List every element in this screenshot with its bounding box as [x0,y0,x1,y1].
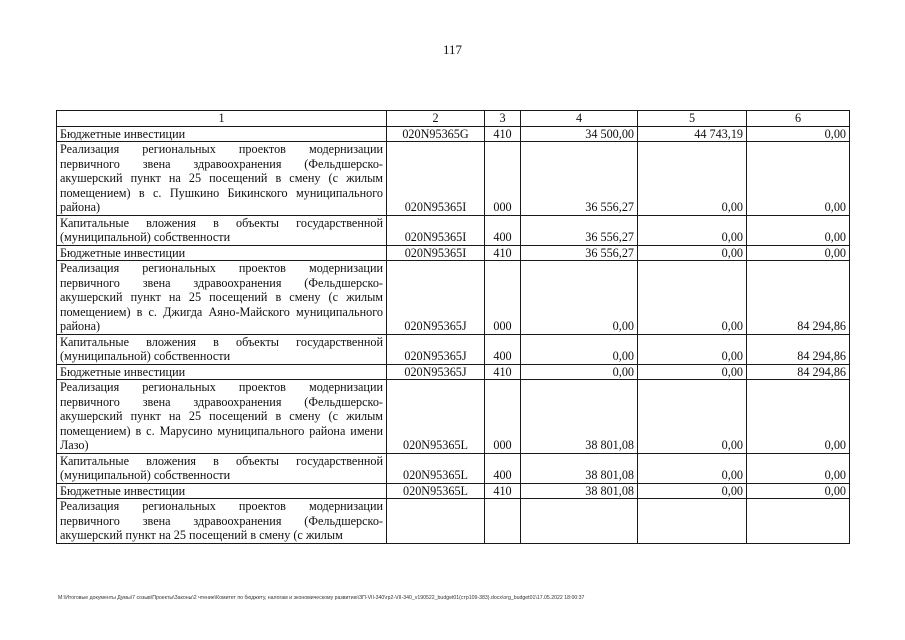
expense-type-cell: 400 [485,453,521,483]
column-header: 1 [57,111,387,127]
amount-cell-col6: 0,00 [747,245,850,261]
row-name-cell: Бюджетные инвестиции [57,364,387,380]
row-name-cell: Бюджетные инвестиции [57,245,387,261]
row-name-cell: Реализация региональных проектов модернизации первичного звена здравоохранения (Фельдшерско-акушерский пункт на 25 посещений в смену (с жилым [57,499,387,544]
table-row [57,245,850,261]
expense-type-cell: 410 [485,364,521,380]
expense-type-cell: 410 [485,483,521,499]
amount-cell-col4: 36 556,27 [521,142,638,216]
table-row [57,483,850,499]
amount-cell-col5 [638,499,747,544]
table-row [57,261,850,335]
amount-cell-col6: 0,00 [747,126,850,142]
amount-cell-col4: 34 500,00 [521,126,638,142]
amount-cell-col5: 0,00 [638,364,747,380]
amount-cell-col5: 0,00 [638,453,747,483]
amount-cell-col6: 84 294,86 [747,334,850,364]
csr-code-cell: 020N95365J [387,261,485,335]
table-row [57,364,850,380]
row-name-cell: Реализация региональных проектов модернизации первичного звена здравоохранения (Фельдшерско-акушерский пункт на 25 посещений в смену (с жилым помещением) в с. Пушкино Бикинского муниципального района) [57,142,387,216]
csr-code-cell: 020N95365L [387,453,485,483]
column-header: 6 [747,111,850,127]
amount-cell-col6: 0,00 [747,215,850,245]
expense-type-cell: 400 [485,215,521,245]
row-name-cell: Реализация региональных проектов модернизации первичного звена здравоохранения (Фельдшерско-акушерский пункт на 25 посещений в смену (с жилым помещением) в с. Джигда Аяно-Майского муниципального района) [57,261,387,335]
expense-type-cell: 000 [485,261,521,335]
table-row [57,126,850,142]
amount-cell-col5: 44 743,19 [638,126,747,142]
column-header: 4 [521,111,638,127]
amount-cell-col4: 38 801,08 [521,380,638,454]
expense-type-cell: 410 [485,126,521,142]
expense-type-cell: 000 [485,380,521,454]
amount-cell-col6: 84 294,86 [747,261,850,335]
amount-cell-col6: 0,00 [747,453,850,483]
amount-cell-col5: 0,00 [638,380,747,454]
expense-type-cell: 410 [485,245,521,261]
row-name-cell: Капитальные вложения в объекты государственной (муниципальной) собственности [57,215,387,245]
column-header: 2 [387,111,485,127]
row-name-cell: Реализация региональных проектов модернизации первичного звена здравоохранения (Фельдшерско-акушерский пункт на 25 посещений в смену (с жилым помещением) в с. Марусино муниципального района имени Лазо) [57,380,387,454]
amount-cell-col4: 0,00 [521,364,638,380]
amount-cell-col4: 38 801,08 [521,483,638,499]
csr-code-cell [387,499,485,544]
csr-code-cell: 020N95365J [387,364,485,380]
amount-cell-col4: 0,00 [521,334,638,364]
csr-code-cell: 020N95365I [387,142,485,216]
table-row [57,142,850,216]
amount-cell-col4 [521,499,638,544]
amount-cell-col4: 36 556,27 [521,245,638,261]
csr-code-cell: 020N95365L [387,483,485,499]
amount-cell-col5: 0,00 [638,245,747,261]
column-header: 3 [485,111,521,127]
csr-code-cell: 020N95365G [387,126,485,142]
table-row [57,215,850,245]
csr-code-cell: 020N95365J [387,334,485,364]
row-name-cell: Бюджетные инвестиции [57,483,387,499]
budget-table [56,110,850,544]
amount-cell-col5: 0,00 [638,483,747,499]
amount-cell-col4: 36 556,27 [521,215,638,245]
amount-cell-col5: 0,00 [638,142,747,216]
amount-cell-col6: 0,00 [747,380,850,454]
column-number-row [57,111,850,127]
amount-cell-col6: 84 294,86 [747,364,850,380]
csr-code-cell: 020N95365I [387,245,485,261]
row-name-cell: Капитальные вложения в объекты государственной (муниципальной) собственности [57,453,387,483]
csr-code-cell: 020N95365I [387,215,485,245]
row-name-cell: Капитальные вложения в объекты государственной (муниципальной) собственности [57,334,387,364]
amount-cell-col4: 0,00 [521,261,638,335]
amount-cell-col6: 0,00 [747,142,850,216]
expense-type-cell [485,499,521,544]
document-path-footer: M:\Итоговые документы Думы\7 созыв\Проекты\Законы\2 чтение\Комитет по бюджету, налогам и экономическому развитию\ЗП-VII-340\гр2-VII-340_v190522_budget01(стр109-383).docx\org_budget01\17.05.2022 18:00:37 [58,595,585,601]
table-row [57,453,850,483]
expense-type-cell: 400 [485,334,521,364]
amount-cell-col6 [747,499,850,544]
table-row [57,334,850,364]
csr-code-cell: 020N95365L [387,380,485,454]
expense-type-cell: 000 [485,142,521,216]
amount-cell-col5: 0,00 [638,334,747,364]
column-header: 5 [638,111,747,127]
amount-cell-col4: 38 801,08 [521,453,638,483]
table-row [57,380,850,454]
table-row [57,499,850,544]
amount-cell-col5: 0,00 [638,261,747,335]
page-number: 117 [442,42,463,57]
amount-cell-col6: 0,00 [747,483,850,499]
row-name-cell: Бюджетные инвестиции [57,126,387,142]
amount-cell-col5: 0,00 [638,215,747,245]
